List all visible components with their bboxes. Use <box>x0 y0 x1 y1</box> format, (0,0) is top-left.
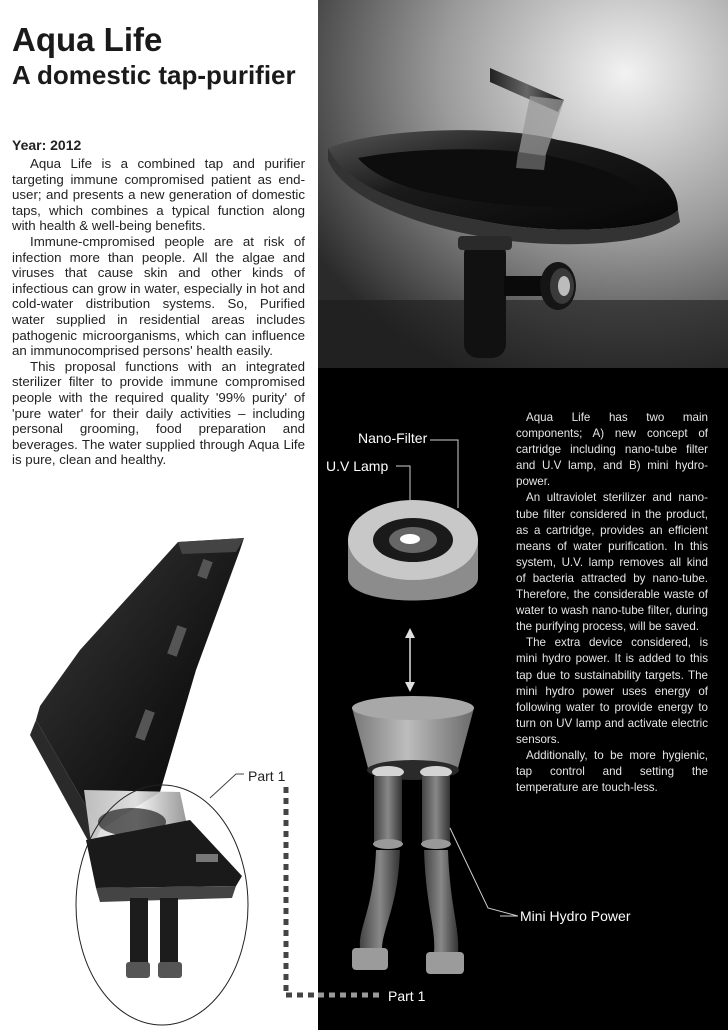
paragraph: Aqua Life has two main components; A) new concept of cartridge including nano-tube filter and U.V lamp, and B) mini hydro-power. <box>516 411 708 489</box>
part1-connector <box>318 990 384 1000</box>
mini-hydro-power-label: Mini Hydro Power <box>520 908 631 924</box>
paragraph: Additionally, to be more hygienic, tap control and setting the temperature are touch-less. <box>516 748 708 795</box>
paragraph: Immune-cmpromised people are at risk of infection more than people. All the algae and viruses that cause skin and other kinds of infectious can grow in water, especially in hot and cold-water distribution systems. So, Purified water supplied in residential areas includes pathogenic microorganisms, which can influence an immunocomprised persons' health easily. <box>12 233 305 359</box>
part1-label: Part 1 <box>248 768 286 784</box>
description-text <box>12 156 305 468</box>
paragraph: An ultraviolet sterilizer and nano-tube filter considered in the product, as a cartridge, provides an efficient means of water purification. In this system, U.V. lamp removes all kind of bacteria attracted by nano-tube. Therefore, the considerable waste of water to wash nano-tube filter, during the purifying process, will be saved. <box>516 491 708 634</box>
page-subtitle: A domestic tap-purifier <box>12 60 296 90</box>
nano-filter-label: Nano-Filter <box>358 430 428 446</box>
uv-lamp-label: U.V Lamp <box>326 458 389 474</box>
sink-photo <box>318 0 728 368</box>
paragraph: The extra device considered, is mini hydro power. It is added to this tap due to sustainability targets. The mini hydro power uses energy of following water to provide energy to turn on UV lamp and activate electric sensors. <box>516 636 708 746</box>
paragraph: Aqua Life is a combined tap and purifier targeting immune compromised patient as end-user; and presents a new generation of domestic taps, which combines a typical function along with health & well-being benefits. <box>12 156 305 234</box>
components-text <box>516 410 708 796</box>
sink-illustration <box>318 0 728 368</box>
year-label: Year: 2012 <box>12 137 82 153</box>
part1-label-bottom: Part 1 <box>388 988 426 1004</box>
page-title: Aqua Life <box>12 21 163 58</box>
paragraph: This proposal functions with an integrated sterilizer filter to provide immune compromised people with the required quality '99% purity' of 'pure water' for their daily activities – including personal grooming, food preparation and beverages. The water supplied through Aqua Life is pure, clean and healthy. <box>12 358 305 468</box>
